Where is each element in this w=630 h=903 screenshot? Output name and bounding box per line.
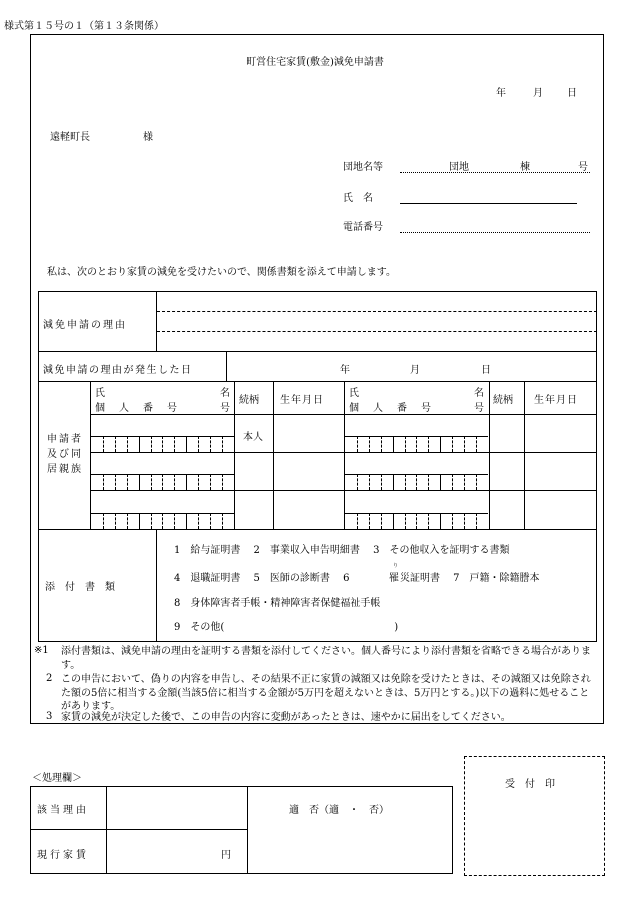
- id-digit-divider: [440, 513, 441, 529]
- id-digit-divider: [464, 436, 465, 452]
- id-digit-divider: [357, 513, 358, 529]
- note-3-text: 家賃の減免が決定した後で、この申告の内容に変動があったときは、速やかに届出をしてください。: [61, 712, 511, 723]
- id-digit-divider: [369, 513, 370, 529]
- col-id-left: 個 人 番 号: [95, 403, 179, 414]
- id-digit-divider: [428, 436, 429, 452]
- complex-field[interactable]: [400, 172, 590, 173]
- self-label: 本人: [243, 432, 263, 443]
- date-year: 年: [496, 88, 506, 99]
- date-month: 月: [533, 88, 543, 99]
- family-label: 申請者及び同居親族: [47, 434, 83, 475]
- col-name-right-right: 名: [474, 388, 484, 399]
- building-suffix: 棟: [520, 162, 530, 173]
- id-digit-divider: [162, 474, 163, 490]
- occur-date-label: 減免申請の理由が発生した日: [43, 365, 193, 376]
- id-digit-divider: [476, 474, 477, 490]
- id-digit-divider: [127, 474, 128, 490]
- id-digit-divider: [393, 474, 394, 490]
- id-digit-divider: [174, 513, 175, 529]
- id-digit-divider: [464, 513, 465, 529]
- col-id-right: 個 人 番 号: [349, 403, 433, 414]
- addressee-honorific: 様: [143, 132, 153, 143]
- id-digit-divider: [357, 436, 358, 452]
- id-digit-divider: [198, 436, 199, 452]
- id-digit-divider: [210, 474, 211, 490]
- id-digit-divider: [103, 474, 104, 490]
- rent-field-label: 現行家賃: [37, 850, 89, 861]
- id-digit-divider: [174, 436, 175, 452]
- id-digit-divider: [440, 436, 441, 452]
- id-digit-divider: [103, 513, 104, 529]
- col-name-top-left: 氏: [95, 388, 105, 399]
- id-digit-divider: [222, 513, 223, 529]
- id-digit-divider: [162, 513, 163, 529]
- processing-table: [30, 786, 453, 874]
- id-digit-divider: [405, 513, 406, 529]
- phone-label: 電話番号: [343, 222, 383, 233]
- id-digit-divider: [393, 436, 394, 452]
- statement: 私は、次のとおり家賃の減免を受けたいので、関係書類を添えて申請します。: [47, 267, 396, 278]
- id-digit-divider: [428, 513, 429, 529]
- complex-label: 団地名等: [343, 162, 383, 173]
- form-number: 様式第１５号の１（第１３条関係）: [4, 21, 164, 32]
- phone-field[interactable]: [400, 232, 590, 233]
- occur-date-day: 日: [481, 365, 491, 376]
- note-2-text: この申告において、偽りの内容を申告し、その結果不正に家賃の減額又は免除を受けたときは、その減額又は免除された額の5倍に相当する金額(当該5倍に相当する金額が5万円を超えないときは、5万円とする。)以下の過料に処せることがあります。: [61, 674, 591, 712]
- id-digit-divider: [186, 436, 187, 452]
- id-digit-divider: [198, 513, 199, 529]
- id-digit-divider: [416, 513, 417, 529]
- addressee-name: 遠軽町長: [50, 132, 90, 143]
- attachment-line-2a: 4 退職証明書 5 医師の診断書 6: [174, 573, 360, 584]
- id-digit-divider: [210, 513, 211, 529]
- id-digit-divider: [369, 474, 370, 490]
- col-birth-right: 生年月日: [534, 395, 578, 406]
- attachment-kanji: 罹: [389, 573, 399, 584]
- id-digit-divider: [151, 513, 152, 529]
- complex-suffix: 団地: [449, 162, 469, 173]
- reason-field[interactable]: [157, 311, 597, 312]
- id-digit-divider: [127, 513, 128, 529]
- id-digit-divider: [151, 436, 152, 452]
- col-relation-left: 続柄: [239, 395, 259, 406]
- receipt-stamp-label: 受 付 印: [505, 779, 555, 790]
- id-digit-divider: [139, 436, 140, 452]
- processing-caption: ＜処理欄＞: [32, 773, 82, 784]
- approval-field: 適 否（適 ・ 否）: [289, 805, 389, 816]
- col-birth-left: 生年月日: [280, 395, 324, 406]
- id-digit-divider: [452, 436, 453, 452]
- reason-field-label: 該当理由: [37, 805, 89, 816]
- col-relation-right: 続柄: [493, 395, 513, 406]
- id-digit-divider: [428, 474, 429, 490]
- attachment-line-2b: 災証明書 7 戸籍・除籍謄本: [400, 573, 540, 584]
- attachment-line-3: 8 身体障害者手帳・精神障害者保健福祉手帳: [174, 598, 381, 609]
- id-digit-divider: [476, 513, 477, 529]
- id-digit-divider: [416, 436, 417, 452]
- id-digit-divider: [127, 436, 128, 452]
- id-digit-divider: [452, 513, 453, 529]
- id-digit-divider: [115, 436, 116, 452]
- id-digit-divider: [115, 513, 116, 529]
- id-digit-divider: [369, 436, 370, 452]
- id-digit-divider: [222, 436, 223, 452]
- application-table: [38, 291, 597, 642]
- id-digit-divider: [357, 474, 358, 490]
- id-digit-divider: [393, 513, 394, 529]
- id-suffix-left: 号: [220, 403, 230, 414]
- note-1-text: 添付書類は、減免申請の理由を証明する書類を添付してください。個人番号により添付書類を省略できる場合があります。: [61, 646, 591, 671]
- page-title: 町営住宅家賃(敷金)減免申請書: [246, 57, 384, 68]
- id-digit-divider: [476, 436, 477, 452]
- col-name-right-left: 名: [220, 388, 230, 399]
- id-suffix-right: 号: [474, 403, 484, 414]
- occur-date-month: 月: [410, 365, 420, 376]
- name-field[interactable]: [400, 203, 577, 204]
- note-3-mark: 3: [46, 711, 53, 722]
- attachment-ruby: り: [393, 563, 399, 569]
- occur-date-year: 年: [340, 365, 350, 376]
- id-digit-divider: [103, 436, 104, 452]
- room-suffix: 号: [578, 162, 588, 173]
- id-digit-divider: [405, 474, 406, 490]
- note-1-mark: ※1: [34, 645, 49, 656]
- id-digit-divider: [440, 474, 441, 490]
- id-digit-divider: [151, 474, 152, 490]
- id-digit-divider: [210, 436, 211, 452]
- reason-label: 減免申請の理由: [43, 320, 127, 331]
- id-digit-divider: [186, 474, 187, 490]
- attachment-line-4: 9 その他( ): [174, 622, 399, 633]
- id-digit-divider: [381, 513, 382, 529]
- id-digit-divider: [405, 436, 406, 452]
- attachment-line-1: 1 給与証明書 2 事業収入申告明細書 3 その他収入を証明する書類: [174, 545, 510, 556]
- id-digit-divider: [162, 436, 163, 452]
- id-digit-divider: [381, 474, 382, 490]
- id-digit-divider: [381, 436, 382, 452]
- yen-unit: 円: [221, 850, 231, 861]
- id-digit-divider: [115, 474, 116, 490]
- id-digit-divider: [452, 474, 453, 490]
- id-digit-divider: [222, 474, 223, 490]
- note-2-mark: 2: [46, 673, 53, 684]
- date-day: 日: [567, 88, 577, 99]
- attachments-label: 添 付 書 類: [45, 582, 115, 593]
- receipt-stamp-box: [464, 756, 605, 876]
- id-digit-divider: [416, 474, 417, 490]
- id-digit-divider: [186, 513, 187, 529]
- id-digit-divider: [174, 474, 175, 490]
- col-name-top-right: 氏: [349, 388, 359, 399]
- id-digit-divider: [139, 513, 140, 529]
- name-label: 氏 名: [343, 193, 373, 204]
- id-digit-divider: [139, 474, 140, 490]
- id-digit-divider: [464, 474, 465, 490]
- id-digit-divider: [198, 474, 199, 490]
